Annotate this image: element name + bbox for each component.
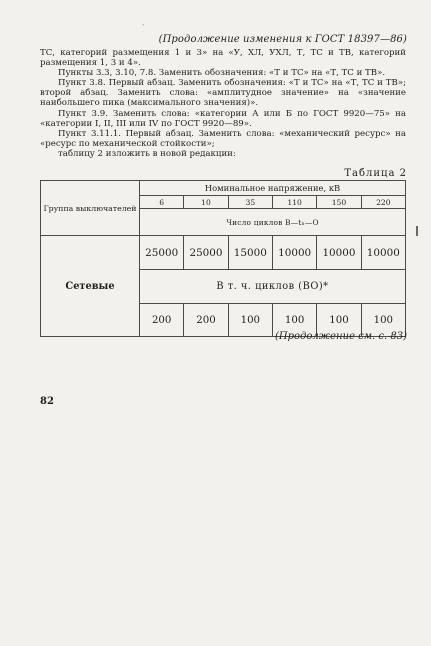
paragraph-3: Пункт 3.8. Первый абзац. Заменить обозначения: «Т и ТС» на «Т, ТС и ТВ»; второй абзац. Заменить слова: «амплитудное значение» на «значение наибольшего пика (максимального значения)». xyxy=(40,78,406,109)
paragraph-4: Пункт 3.9. Заменить слова: «категории А или Б по ГОСТ 9920—75» на «категории I, II, III или IV по ГОСТ 9920—89». xyxy=(40,108,406,129)
row-label-network: Сетевые xyxy=(41,236,140,337)
paragraph-5: Пункт 3.11.1. Первый абзац. Заменить слова: «механический ресурс» на «ресурс по механической стойкости»; xyxy=(40,128,406,149)
continuation-note: (Продолжение см. с. 83) xyxy=(274,331,407,342)
table-caption: Таблица 2 xyxy=(344,168,407,179)
paragraph-6: таблицу 2 изложить в новой редакции: xyxy=(58,148,236,159)
value-bottom-110: 100 xyxy=(272,304,316,337)
voltage-10: 10 xyxy=(184,196,228,209)
value-top-150: 10000 xyxy=(317,236,361,270)
value-top-6: 25000 xyxy=(140,236,184,270)
switch-cycles-table xyxy=(40,180,406,337)
value-bottom-220: 100 xyxy=(361,304,405,337)
value-bottom-6: 200 xyxy=(140,304,184,337)
value-bottom-10: 200 xyxy=(184,304,228,337)
merged-cycles-label: В т. ч. циклов (ВО)* xyxy=(140,270,406,304)
table-container xyxy=(40,180,406,336)
voltage-220: 220 xyxy=(361,196,405,209)
value-top-10: 25000 xyxy=(184,236,228,270)
voltage-150: 150 xyxy=(317,196,361,209)
voltage-6: 6 xyxy=(140,196,184,209)
value-top-110: 10000 xyxy=(272,236,316,270)
page-number: 82 xyxy=(40,396,54,407)
voltage-110: 110 xyxy=(272,196,316,209)
voltage-35: 35 xyxy=(228,196,272,209)
cycles-header: Число циклов В—tₙ—О xyxy=(140,209,406,236)
paragraph-1: ТС, категорий размещения 1 и 3» на «У, ХЛ, УХЛ, Т, ТС и ТВ, категорий размещения 1, 3 и 4». xyxy=(40,48,406,69)
top-mark: ` xyxy=(142,24,146,32)
document-text xyxy=(40,48,406,159)
value-top-35: 15000 xyxy=(228,236,272,270)
value-bottom-35: 100 xyxy=(228,304,272,337)
paragraph-2: Пункты 3.3, 3.10, 7.8. Заменить обозначения: «Т и ТС» на «Т, ТС и ТВ». xyxy=(58,68,386,79)
voltage-header: Номинальное напряжение, кВ xyxy=(140,181,406,196)
margin-mark xyxy=(416,226,418,236)
value-top-220: 10000 xyxy=(361,236,405,270)
group-header: Группа выключателей xyxy=(41,181,140,236)
document-header: (Продолжение изменения к ГОСТ 18397—86) xyxy=(158,34,407,45)
value-bottom-150: 100 xyxy=(317,304,361,337)
